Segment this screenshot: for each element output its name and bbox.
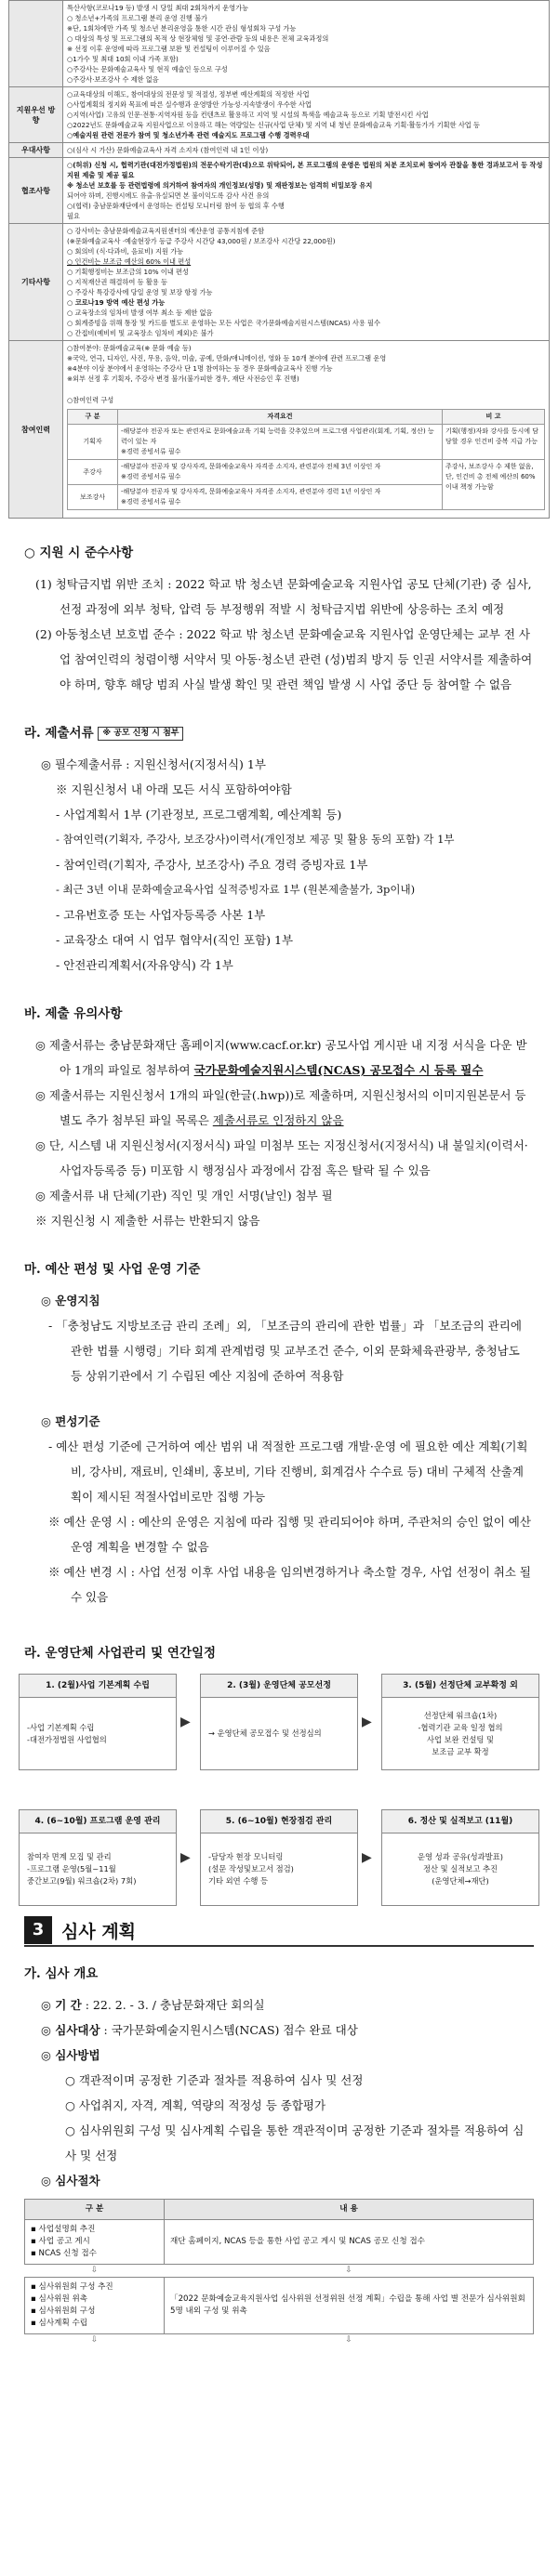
staff-requirement bbox=[118, 485, 443, 510]
info-line: ○ 간접비(예비비 및 교육장소 임차비 제외)은 불가 bbox=[67, 329, 214, 337]
submission-item bbox=[24, 1083, 534, 1133]
staff-header-note: 비 고 bbox=[443, 410, 545, 425]
info-line: ○(심사 시 가산) 문화예술교육사 자격 소지자 (참여인력 내 1인 이상) bbox=[67, 146, 269, 154]
flow-step-line: 참여자 면계 모집 및 관리 bbox=[27, 1852, 112, 1861]
flow-step-body bbox=[381, 1698, 539, 1770]
staff-req-note: ※경력 증빙서류 필수 bbox=[121, 448, 181, 455]
info-cell-cooperation bbox=[63, 158, 550, 224]
submission-text: ◎ 제출서류는 충남문화재단 홈페이지(www.cacf.or.kr) 공모사업 게시판 내 지정 서식을 다운 받아 1개의 파일로 첨부하여 bbox=[35, 1038, 527, 1077]
review-item-label: ◎ 기 간 bbox=[41, 1998, 82, 2012]
down-arrow-icon: ⇩ bbox=[345, 2266, 352, 2275]
info-line: ※외부 선정 후 기획자, 주강사 변경 불가(불가피한 경우, 재단 사전승인 후 진행) bbox=[67, 375, 299, 383]
budget-heading: 마. 예산 편성 및 사업 운영 기준 bbox=[24, 1262, 201, 1277]
budget-subheading: ◎ 편성기준 bbox=[41, 1414, 100, 1428]
compliance-section bbox=[0, 541, 558, 697]
review-method: ○ 심사위원회 구성 및 심사계획 수립을 통한 객관적이며 공정한 기준과 절차를 적용하여 심사 및 선정 bbox=[65, 2123, 525, 2162]
flow-step-line: -사업 기본계획 수립 bbox=[27, 1722, 95, 1732]
info-line: ○ 회의비 (식·다과비, 음료비) 지원 가능 bbox=[67, 247, 184, 256]
flow-step-body bbox=[200, 1833, 358, 1906]
review-subheading: 가. 심사 개요 bbox=[24, 1966, 99, 1981]
staff-row bbox=[68, 425, 545, 460]
flow-step-line: 기타 외연 수행 등 bbox=[208, 1876, 269, 1886]
info-label-preference: 우대사항 bbox=[9, 143, 63, 158]
info-line: ○ 강사비는 충남문화예술교육지원센터의 예산운영 공통지침에 준함 bbox=[67, 227, 265, 235]
program-info-table bbox=[8, 0, 550, 519]
info-line: ○주강사·보조강사 수 제한 없음 bbox=[67, 75, 159, 84]
staff-header-requirement: 자격요건 bbox=[118, 410, 443, 425]
section-title: 심사 계획 bbox=[61, 1921, 137, 1942]
review-item-text: : 국가문화예술지원시스템(NCAS) 접수 완료 대상 bbox=[103, 2023, 358, 2037]
info-line-underlined: ○ 인건비는 보조금 예산의 60% 이내 편성 bbox=[67, 257, 192, 266]
procedure-right: 「2022 문화예술교육지원사업 심사위원 선정위원 선정 계획」수립을 통해 사업 별 전문가 심사위원회 5명 내외 구성 및 위촉 bbox=[165, 2278, 534, 2334]
flow-step-head: 5. (6~10월) 현장점검 관리 bbox=[200, 1809, 358, 1833]
compliance-heading: ○ 지원 시 준수사항 bbox=[24, 545, 134, 560]
arrow-right-icon: ▶ bbox=[362, 1715, 372, 1729]
procedure-header-category: 구 분 bbox=[25, 2200, 165, 2220]
documents-line: - 사업계획서 1부 (기관정보, 프로그램계획, 예산계획 등) bbox=[56, 808, 342, 821]
documents-note-box: ※ 공모 신청 시 첨부 bbox=[98, 727, 183, 741]
flow-step-4 bbox=[19, 1809, 177, 1906]
down-arrow-icon: ⇩ bbox=[90, 2266, 99, 2275]
review-item bbox=[24, 1992, 534, 2017]
documents-line: - 고유번호증 또는 사업자등록증 사본 1부 bbox=[56, 908, 266, 922]
info-label-empty bbox=[9, 1, 63, 87]
procedure-row bbox=[25, 2278, 534, 2334]
info-line: ○지역(사업) 고유의 인문·전통·지역자원 등을 컨텐츠로 활용하고 지역 및 시설의 특색을 예술교육 등으로 기획 발전시킨 사업 bbox=[67, 111, 429, 119]
info-line: ○ 교육장소의 임차비 발생 여부 최소 등 제한 없음 bbox=[67, 309, 213, 317]
info-row-priority bbox=[9, 87, 550, 143]
budget-text: - 「충청남도 지방보조금 관리 조례」외, 「보조금의 관리에 관한 법률」과 「보조금의 관리에 관한 법률 시행령」기타 회계 관계법령 및 교부조건 준수, 이외 문화체육관광부, 충청남도 등 상위기관에서 기 수립된 예산 지침에 준하여 적용함 bbox=[48, 1319, 522, 1383]
documents-line: - 교육장소 대여 시 업무 협약서(직인 포함) 1부 bbox=[56, 933, 294, 947]
procedure-step: ▪ NCAS 신청 접수 bbox=[31, 2249, 97, 2258]
procedure-header-content: 내 용 bbox=[165, 2200, 534, 2220]
flow-step-line: 사업 보완 컨설팅 및 bbox=[426, 1734, 495, 1744]
info-line: ○교육대상의 이해도, 참여대상의 전문성 및 적절성, 정부변 예산계획의 적정한 사업 bbox=[67, 90, 310, 99]
flow-step-head: 6. 정산 및 실적보고 (11월) bbox=[381, 1809, 539, 1833]
procedure-left bbox=[25, 2220, 165, 2265]
procedure-step: ▪ 심사위원 위촉 bbox=[31, 2294, 88, 2304]
info-row-preference bbox=[9, 143, 550, 158]
info-cell-staff bbox=[63, 341, 550, 519]
arrow-right-icon: ▶ bbox=[362, 1850, 372, 1865]
info-cell-preference bbox=[63, 143, 550, 158]
staff-req-note: ※경력 증빙서류 필수 bbox=[121, 473, 181, 480]
staff-table bbox=[67, 409, 545, 510]
budget-note: ※ 예산 운영 시 : 예산의 운영은 지침에 따라 집행 및 관리되어야 하며, 주관처의 승인 없이 예산 운영 계획을 변경할 수 없음 bbox=[48, 1515, 531, 1554]
info-line-bold: ○예술지원 관련 전문가 참여 및 청소년가족 관련 예술지도 프로그램 수행 경력우대 bbox=[67, 131, 310, 139]
procedure-left bbox=[25, 2278, 165, 2334]
flow-step-line: 정산 및 실적보고 추진 bbox=[422, 1864, 498, 1873]
info-line: ○ 청소년+가족의 프로그램 분리 운영 진행 불가 bbox=[67, 14, 207, 22]
info-line-bold: ○ 코로나19 방역 예산 편성 가능 bbox=[67, 298, 166, 307]
info-line: ○ 회계증빙을 위해 통장 및 카드를 별도로 운영하는 모든 사업은 국가문화예술지원시스템(NCAS) 사용 필수 bbox=[67, 319, 380, 327]
info-line-bold: ※ 청소년 보호를 등 관련법령에 의거하여 참여자의 개인정보(성명) 및 재판정보는 엄격히 비밀보장 유지 bbox=[67, 181, 373, 190]
budget-section bbox=[0, 1257, 558, 1610]
submission-item: ※ 지원신청 시 제출한 서류는 반환되지 않음 bbox=[35, 1214, 260, 1228]
info-line: ※4분야 이상 분야에서 운영하는 주강사 단 1명 참여하는 등 경우 문화예술교육사 진행 가능 bbox=[67, 364, 333, 373]
info-line: ○ 대상의 특성 및 프로그램의 목적 상 현장체험 및 공연·관람 등의 내용은 전체 교육과정의 bbox=[67, 34, 329, 43]
flow-step-body bbox=[19, 1833, 177, 1906]
flow-step-6 bbox=[381, 1809, 539, 1906]
flow-step-line: 운영 성과 공유(성과발표) bbox=[418, 1852, 503, 1861]
documents-line: ◎ 필수제출서류 : 지원신청서(지정서식) 1부 bbox=[41, 757, 266, 771]
section-number: 3 bbox=[24, 1916, 52, 1944]
info-line: ○ 기획행정비는 보조금의 10% 이내 편성 bbox=[67, 268, 189, 276]
info-label-cooperation: 협조사항 bbox=[9, 158, 63, 224]
flow-step-line: (운영단체→재단) bbox=[432, 1876, 489, 1886]
flow-step-5 bbox=[200, 1809, 358, 1906]
staff-group: 주강사 bbox=[68, 460, 118, 485]
review-method: ○ 사업취지, 자격, 계획, 역량의 적정성 등 종합평가 bbox=[65, 2098, 326, 2112]
info-cell-operation bbox=[63, 1, 550, 87]
compliance-item: (2) 아동청소년 보호법 준수 : 2022 학교 밖 청소년 문화예술교육 지원사업 운영단체는 교부 전 사업 참여인력의 청렴이행 서약서 및 아동·청소년 관련 (성)범죄 방지 등 인권 서약서를 제출하여야 하며, 향후 해당 범죄 사실 발생 확인 및 관련 책임 발생 시 사업 중단 등 참여할 수 없음 bbox=[35, 627, 533, 691]
info-line: (※문화예술교육사 ·예술현장가 등급 주강사 시간당 43,000원 / 보조강사 시간당 22,000원) bbox=[67, 237, 336, 245]
documents-heading: 라. 제출서류 bbox=[24, 726, 94, 741]
procedure-step: ▪ 심사계획 수립 bbox=[31, 2319, 88, 2328]
submission-emphasis: 제출서류로 인정하지 않음 bbox=[212, 1113, 344, 1127]
documents-line: - 참여인력(기획자, 주강사, 보조강사) 주요 경력 증빙자료 1부 bbox=[56, 858, 368, 872]
info-label-priority: 지원우선 방향 bbox=[9, 87, 63, 143]
documents-line: - 최근 3년 이내 문화예술교육사업 실적증빙자료 1부 (원본제출불가, 3p이내) bbox=[56, 883, 416, 896]
submission-text: ◎ 제출서류는 지원신청서 1개의 파일(한글(.hwp))로 제출하며, 지원신청서의 이미지원본문서 등 별도 추가 첨부된 파일 목록은 bbox=[35, 1088, 526, 1127]
submission-emphasis: 국가문화예술지원시스템(NCAS) 공모접수 시 등록 필수 bbox=[193, 1063, 484, 1077]
procedure-step: ▪ 사업 공고 게시 bbox=[31, 2237, 90, 2246]
flow-step-head: 4. (6~10월) 프로그램 운영 관리 bbox=[19, 1809, 177, 1833]
flow-step-line: 선정단체 워크숍(1차) bbox=[423, 1710, 498, 1720]
review-method: ○ 객관적이며 공정한 기준과 절차를 적용하여 심사 및 선정 bbox=[65, 2073, 364, 2087]
staff-requirement bbox=[118, 425, 443, 460]
procedure-step: ▪ 사업설명회 추진 bbox=[31, 2225, 96, 2234]
info-row-etc bbox=[9, 224, 550, 341]
staff-req-text: -해당분야 전공자 또는 관련자로 문화예술교육 기획 능력을 갖추었으며 프로그램 사업관리(회계, 기획, 정산) 능력이 있는 자 bbox=[121, 427, 434, 445]
documents-line: - 안전관리계획서(자유양식) 각 1부 bbox=[56, 958, 233, 972]
review-item-label: ◎ 심사대상 bbox=[41, 2023, 100, 2037]
staff-note: 주강사, 보조강사 수 제한 없음, 단, 인건비 총 전체 예산의 60% 이내 책정 가능함 bbox=[443, 460, 545, 510]
documents-section bbox=[0, 721, 558, 978]
flow-step-line: → 운영단체 공모접수 및 선정심의 bbox=[208, 1728, 322, 1738]
review-procedure-label: ◎ 심사절차 bbox=[41, 2174, 100, 2188]
flow-step-line: 보조금 교부 확정 bbox=[432, 1746, 489, 1756]
schedule-flow-diagram bbox=[19, 1674, 539, 1949]
flow-step-line: -협력기관 교육 일정 협의 bbox=[418, 1722, 503, 1732]
staff-row bbox=[68, 460, 545, 485]
flow-step-line: -담당자 현장 모니터링 bbox=[208, 1852, 284, 1861]
flow-step-body bbox=[381, 1833, 539, 1906]
info-line: 필요 bbox=[67, 212, 80, 220]
info-line: ○1가수 및 최대 10회 이내 가족 포함) bbox=[67, 55, 179, 63]
info-label-etc: 기타사항 bbox=[9, 224, 63, 341]
info-line: ○(협력) 충남문화재단에서 운영하는 컨설팅 모니터링 참여 등 협의 후 수행 bbox=[67, 202, 285, 210]
flow-step-2 bbox=[200, 1674, 358, 1770]
staff-group: 보조강사 bbox=[68, 485, 118, 510]
procedure-row bbox=[25, 2220, 534, 2265]
info-line: ○사업계획의 정지와 목표에 따른 실수행과 운영방안 가능성·지속발생이 우수한 사업 bbox=[67, 100, 312, 109]
staff-note: 기획(행정)자와 강사를 동시에 담당할 경우 인건비 중복 지급 가능 bbox=[443, 425, 545, 460]
procedure-right: 재단 홈페이지, NCAS 등을 통한 사업 공고 게시 및 NCAS 공모 신청 접수 bbox=[165, 2220, 534, 2265]
review-procedure-table bbox=[24, 2199, 534, 2347]
flow-step-line: -프로그램 운영(5월~11월 bbox=[27, 1864, 116, 1873]
info-row-operation bbox=[9, 1, 550, 87]
flow-step-1 bbox=[19, 1674, 177, 1770]
budget-text: - 예산 편성 기준에 근거하여 예산 범위 내 적절한 프로그램 개발·운영 에 필요한 예산 계획(기획비, 강사비, 재료비, 인쇄비, 홍보비, 기타 진행비, 회계검사 수수료 등) 대비 구체적 산출계획이 제시된 적절사업비로만 집행 가능 bbox=[48, 1439, 528, 1504]
info-line: ※단, 1회차에만 가족 및 청소년 분리운영을 통한 시간 관심 형성회차 구성 가능 bbox=[67, 24, 297, 33]
info-line: ○2022년도 문화예술교육 지원사업으로 이용하고 해는 역량있는 신규(사업 단체) 및 지역 내 청년 문화예술교육 기획·활동가가 기획한 사업 등 bbox=[67, 121, 480, 129]
documents-heading-row bbox=[24, 721, 534, 746]
info-line: ※ 선정 이후 운영에 따라 프로그램 보완 및 컨설팅이 이루어질 수 있음 bbox=[67, 45, 271, 53]
submission-item bbox=[24, 1032, 534, 1083]
info-line: ○참여분야: 문화예술교육(※ 문화 예술 등) bbox=[67, 344, 192, 352]
procedure-step: ▪ 심사위원회 구성 bbox=[31, 2307, 96, 2316]
flow-step-head: 3. (5월) 선정단체 교부확정 외 bbox=[381, 1674, 539, 1698]
budget-note: ※ 예산 변경 시 : 사업 선정 이후 사업 내용을 임의변경하거나 축소할 경우, 사업 선정이 취소 될 수 있음 bbox=[48, 1565, 531, 1604]
info-line-bold: ○(허위) 신청 시, 협력기관(대전가정법원)의 전문수탁기관(대)으로 위탁되어, 본 프로그램의 운영은 법원의 처분 조치로써 참여자 관찰을 통한 경과보고서 등 작성 지원 제출 및 제공 필요 bbox=[67, 161, 543, 179]
submission-heading: 바. 제출 유의사항 bbox=[24, 1006, 123, 1021]
down-arrow-icon: ⇩ bbox=[345, 2335, 352, 2346]
procedure-arrow-row bbox=[25, 2265, 534, 2278]
flow-step-body bbox=[200, 1698, 358, 1770]
info-line: ○ 지적재산권 해결하여 등 활용 등 bbox=[67, 278, 167, 286]
staff-req-text: -해당분야 전공자 및 강사자격, 문화예술교육사 자격증 소지자, 관련분야 경력 1년 이상인 자 bbox=[121, 488, 381, 495]
staff-req-note: ※경력 증빙서류 필수 bbox=[121, 498, 181, 506]
budget-subheading: ◎ 운영지침 bbox=[41, 1294, 100, 1308]
info-row-staff bbox=[9, 341, 550, 519]
review-item-text: : 22. 2. - 3. / 충남문화재단 회의실 bbox=[85, 1998, 265, 2012]
submission-item: ◎ 제출서류 내 단체(기관) 직인 및 개인 서명(날인) 첨부 필 bbox=[35, 1189, 333, 1203]
procedure-arrow-row bbox=[25, 2334, 534, 2347]
staff-composition-title: ○참여인력 구성 bbox=[67, 396, 114, 404]
info-cell-priority bbox=[63, 87, 550, 143]
info-line: 되어야 하며, 진행시에도 유출·유실되면 본 불이익도록 감사 사건 유의 bbox=[67, 191, 270, 200]
documents-line: - 참여인력(기획자, 주강사, 보조강사)이력서(개인정보 제공 및 활용 동의 포함) 각 1부 bbox=[56, 833, 455, 846]
flow-section bbox=[0, 1641, 558, 1666]
down-arrow-icon: ⇩ bbox=[90, 2335, 99, 2346]
info-row-cooperation bbox=[9, 158, 550, 224]
flow-step-head: 2. (3월) 운영단체 공모선정 bbox=[200, 1674, 358, 1698]
info-cell-etc bbox=[63, 224, 550, 341]
documents-line: ※ 지원신청서 내 아래 모든 서식 포함하여야함 bbox=[56, 782, 292, 796]
info-line: 특산사항(코로나19 등) 발생 시 당일 최대 2회차까지 운영가능 bbox=[67, 4, 249, 12]
review-overview bbox=[0, 1962, 558, 2193]
review-item bbox=[24, 2017, 534, 2043]
staff-req-text: -해당분야 전공자 및 강사자격, 문화예술교육사 자격증 소지자, 관련분야 전체 3년 이상인 자 bbox=[121, 463, 381, 470]
info-label-staff: 참여인력 bbox=[9, 341, 63, 519]
flow-step-3 bbox=[381, 1674, 539, 1770]
flow-step-line: -대전가정법원 사업협의 bbox=[27, 1734, 107, 1744]
flow-step-head: 1. (2월)사업 기본계획 수립 bbox=[19, 1674, 177, 1698]
submission-item: ◎ 단, 시스템 내 지원신청서(지정서식) 파일 미첨부 또는 지정신청서(지정서식) 내 불일치(이력서·사업자등록증 등) 미포함 시 행정심사 과정에서 감점 혹은 탈락 될 수 있음 bbox=[35, 1138, 528, 1177]
review-item-label: ◎ 심사방법 bbox=[41, 2048, 100, 2062]
submission-section bbox=[0, 1002, 558, 1233]
flow-heading: 라. 운영단체 사업관리 및 연간일정 bbox=[24, 1646, 217, 1661]
staff-requirement bbox=[118, 460, 443, 485]
flow-step-line: (설문 작성및보고서 점검) bbox=[208, 1864, 294, 1873]
flow-step-body bbox=[19, 1698, 177, 1770]
info-line: ※국악, 연극, 디자인, 사진, 무용, 음악, 미술, 공예, 만화/애니메이션, 영화 등 10개 분야에 관련 프로그램 운영 bbox=[67, 354, 387, 362]
info-line: ○주강사는 문화예술교육사 및 현직 예술인 등으로 구성 bbox=[67, 65, 228, 73]
staff-group: 기획자 bbox=[68, 425, 118, 460]
info-line: ○ 주강사 특강강사에 당일 운영 및 보장 항정 가능 bbox=[67, 288, 213, 296]
flow-step-line: 중간보고(9월) 워크숍(2차) 7회) bbox=[27, 1876, 137, 1886]
compliance-item: (1) 청탁금지법 위반 조치 : 2022 학교 밖 청소년 문화예술교육 지원사업 공모 단체(기관) 중 심사, 선정 과정에 외부 청탁, 압력 등 부정행위 적발 시 청탁금지법 위반에 상응하는 조치 예정 bbox=[35, 577, 532, 616]
staff-header-category: 구 분 bbox=[68, 410, 118, 425]
procedure-step: ▪ 심사위원회 구성 추진 bbox=[31, 2282, 113, 2292]
arrow-right-icon: ▶ bbox=[180, 1850, 191, 1865]
arrow-right-icon: ▶ bbox=[180, 1715, 191, 1729]
